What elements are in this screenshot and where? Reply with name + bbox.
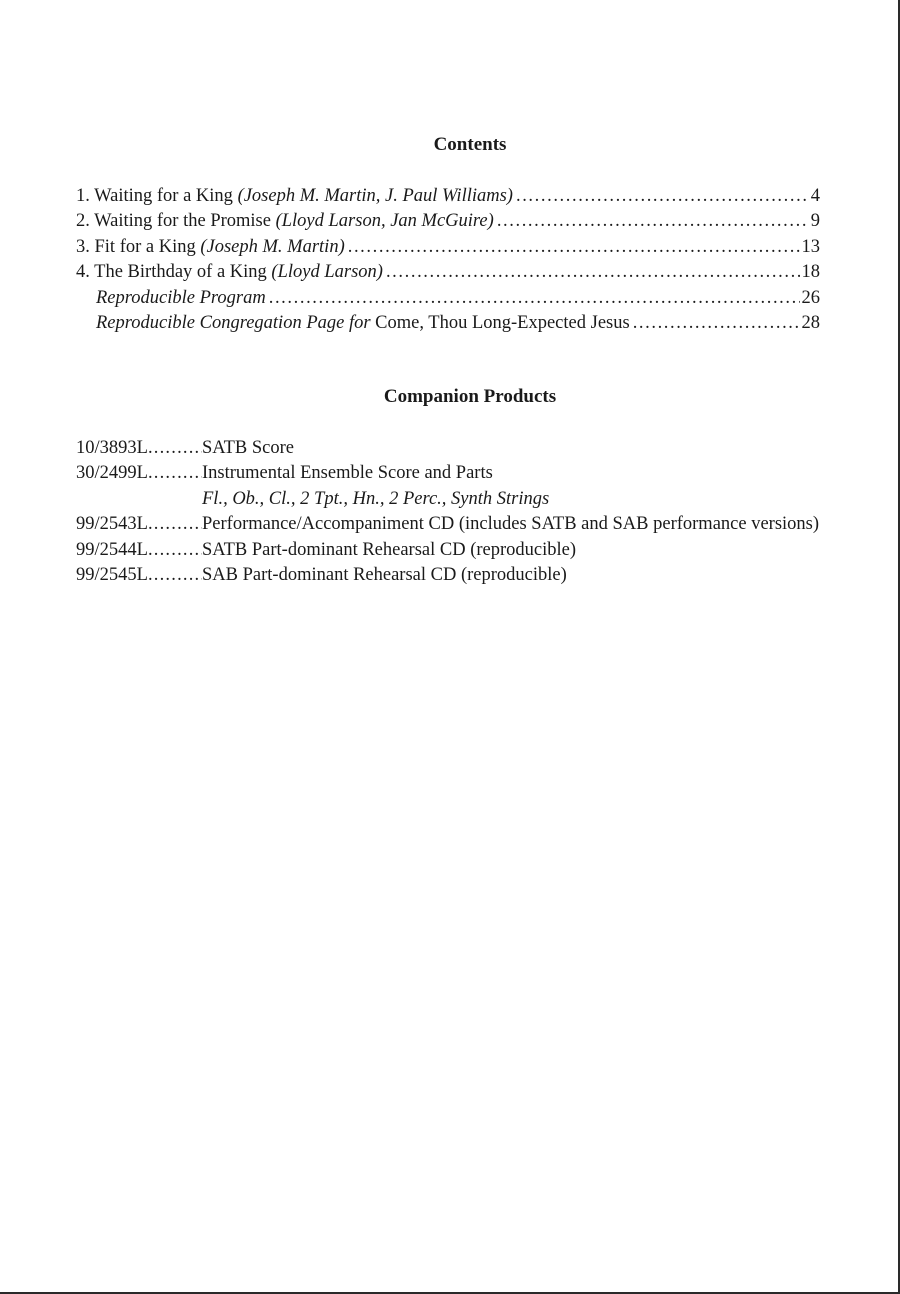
contents-list	[76, 184, 820, 336]
toc-page-number: 13	[801, 236, 820, 257]
toc-entry: 2. Waiting for the Promise (Lloyd Larson, Jan McGuire) ..... 9	[76, 209, 820, 234]
toc-page-number: 4	[810, 186, 820, 206]
toc-page-number: 18	[801, 262, 820, 283]
dot-leader	[348, 235, 800, 260]
toc-entry: Reproducible Program ..... 26	[76, 286, 820, 311]
product-description: SATB Score	[202, 438, 294, 458]
product-instrumentation: Fl., Ob., Cl., 2 Tpt., Hn., 2 Perc., Synth Strings	[202, 488, 550, 509]
product-entry	[76, 538, 836, 563]
product-code: 30/2499L .....	[76, 461, 202, 486]
dot-leader	[386, 260, 800, 285]
product-entry	[76, 512, 836, 537]
dot-leader	[516, 184, 809, 209]
companion-products-list	[76, 436, 836, 588]
dot-leader	[497, 209, 809, 234]
product-code: 10/3893L .....	[76, 436, 202, 461]
contents-title: Contents	[433, 134, 507, 155]
toc-entry: 3. Fit for a King (Joseph M. Martin) ..... 13	[76, 235, 820, 260]
product-entry	[76, 461, 836, 486]
product-description: Instrumental Ensemble Score and Parts	[202, 463, 493, 484]
product-description: SAB Part-dominant Rehearsal CD (reproducible)	[202, 565, 567, 586]
companion-products-title: Companion Products	[383, 386, 557, 407]
dot-leader	[633, 311, 800, 336]
product-code: 99/2545L .....	[76, 563, 202, 588]
product-description: Performance/Accompaniment CD (includes SATB and SAB performance versions)	[202, 514, 820, 535]
toc-page-number: 26	[801, 287, 820, 308]
product-code: 99/2543L .....	[76, 512, 202, 537]
product-description: SATB Part-dominant Rehearsal CD (reproducible)	[202, 539, 577, 560]
product-code: 99/2544L .....	[76, 538, 202, 563]
toc-entry: 4. The Birthday of a King (Lloyd Larson) ..... 18	[76, 260, 820, 285]
product-entry	[76, 563, 836, 588]
toc-entry: Reproducible Congregation Page for Come, Thou Long-Expected Jesus ..... 28	[76, 311, 820, 336]
toc-page-number: 28	[801, 313, 820, 334]
toc-entry: 1. Waiting for a King (Joseph M. Martin, J. Paul Williams) ..... 4	[76, 184, 820, 209]
product-entry	[76, 436, 836, 461]
toc-page-number: 9	[810, 211, 820, 232]
dot-leader	[269, 286, 800, 311]
